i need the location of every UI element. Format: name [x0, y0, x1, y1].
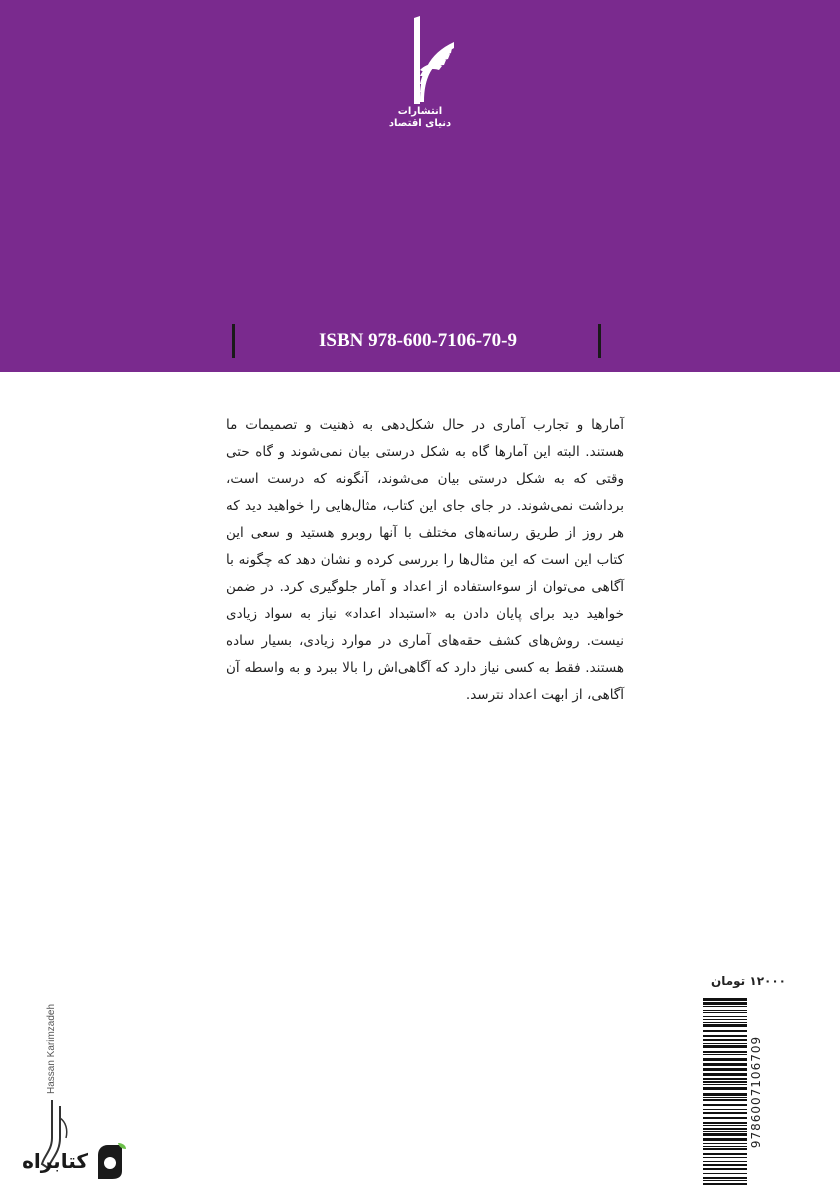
barcode-stripe	[703, 1112, 747, 1114]
barcode-stripe	[703, 1138, 747, 1141]
publisher-name-line2: دنیای اقتصاد	[388, 118, 452, 129]
barcode-stripe	[703, 1173, 747, 1174]
isbn-divider-left	[232, 324, 235, 358]
price-label: ۱۲۰۰۰ تومان	[710, 974, 786, 988]
barcode-stripe	[703, 1030, 747, 1032]
barcode-stripe	[703, 1051, 747, 1053]
isbn-number: ISBN 978-600-7106-70-9	[319, 330, 517, 351]
barcode-stripe	[703, 1022, 747, 1023]
barcode-stripe	[703, 1002, 747, 1005]
barcode-stripe	[703, 1177, 747, 1179]
ketabrah-logo-icon	[92, 1141, 128, 1181]
barcode-stripe	[703, 1125, 747, 1126]
barcode-stripe	[703, 1183, 747, 1185]
barcode-stripe	[703, 1093, 747, 1096]
barcode-stripe	[703, 1043, 747, 1044]
barcode-stripe	[703, 1153, 747, 1155]
barcode-stripe	[703, 1128, 747, 1130]
publisher-name-line1: انتشارات	[397, 106, 443, 117]
barcode-stripe	[703, 1010, 747, 1011]
barcode-stripe	[703, 1068, 747, 1071]
barcode-stripe	[703, 1148, 747, 1150]
barcode-stripe	[703, 1012, 747, 1013]
barcode-stripe	[703, 1019, 747, 1020]
purple-header-band	[0, 0, 840, 372]
barcode-stripe	[703, 1058, 747, 1061]
barcode-stripe	[703, 1131, 747, 1132]
barcode-stripe	[703, 1109, 747, 1110]
isbn-barcode	[703, 998, 789, 1186]
designer-credit: Hassan Karimzadeh	[46, 1003, 57, 1094]
barcode-stripe	[703, 1157, 747, 1158]
barcode-stripe	[703, 1081, 747, 1083]
barcode-stripe	[703, 1099, 747, 1101]
isbn-divider-right	[598, 324, 601, 358]
barcode-stripe	[703, 1146, 747, 1147]
barcode-stripe	[703, 1006, 747, 1007]
barcode-stripe	[703, 1122, 747, 1124]
barcode-stripe	[703, 1045, 747, 1048]
barcode-stripe	[703, 1161, 747, 1162]
barcode-stripe	[703, 1164, 747, 1166]
publisher-name	[372, 106, 468, 130]
barcode-stripe	[703, 1143, 747, 1144]
barcode-stripe	[703, 1063, 747, 1066]
barcode-stripe	[703, 1078, 747, 1080]
barcode-stripe	[703, 1133, 747, 1136]
back-cover-blurb: آمارها و تجارب آماری در حال شکل‌دهی به ذهنیت و تصمیمات ما هستند. البته این آمارها گاه به شکل درستی بیان نمی‌شوند و گاه حتی وقتی که به شکل درستی بیان می‌شوند، آنگونه که درست است، برداشت نمی‌شوند. در جای جای این کتاب، مثال‌هایی را خواهید دید که هر روز از طریق رسانه‌های مختلف با آنها روبرو هستید و سعی این کتاب این است که این مثال‌ها را بررسی کرده و نشان دهد که چگونه با آگاهی می‌توان از سوءاستفاده از اعداد و آمار جلوگیری کرد. در ضمن خواهید دید برای پایان دادن به «استبداد اعداد» نیاز به سواد زیادی نیست. روش‌های کشف حقه‌های آماری در موارد زیادی، بسیار ساده هستند. فقط به کسی نیاز دارد که آگاهی‌اش را بالا ببرد و به واسطه آن آگاهی، از ابهت اعداد نترسد.	[226, 417, 624, 703]
barcode-stripe	[703, 1180, 747, 1181]
barcode-stripe	[703, 1035, 747, 1037]
barcode-stripe	[703, 1168, 747, 1170]
barcode-number: 9786007106709	[749, 1035, 763, 1149]
ketabrah-text: کتابراه	[22, 1149, 88, 1173]
barcode-stripe	[703, 1039, 747, 1041]
barcode-stripe	[703, 1024, 747, 1027]
barcode-stripe	[703, 1117, 747, 1119]
ketabrah-watermark	[16, 1136, 128, 1186]
barcode-stripe	[703, 1097, 747, 1098]
barcode-stripe	[703, 1087, 747, 1090]
barcode-stripe	[703, 1054, 747, 1055]
barcode-stripe	[703, 1073, 747, 1076]
barcode-stripe	[703, 1084, 747, 1085]
barcode-stripe	[703, 1104, 747, 1106]
barcode-stripe	[703, 998, 747, 1001]
barcode-stripe	[703, 1016, 747, 1017]
